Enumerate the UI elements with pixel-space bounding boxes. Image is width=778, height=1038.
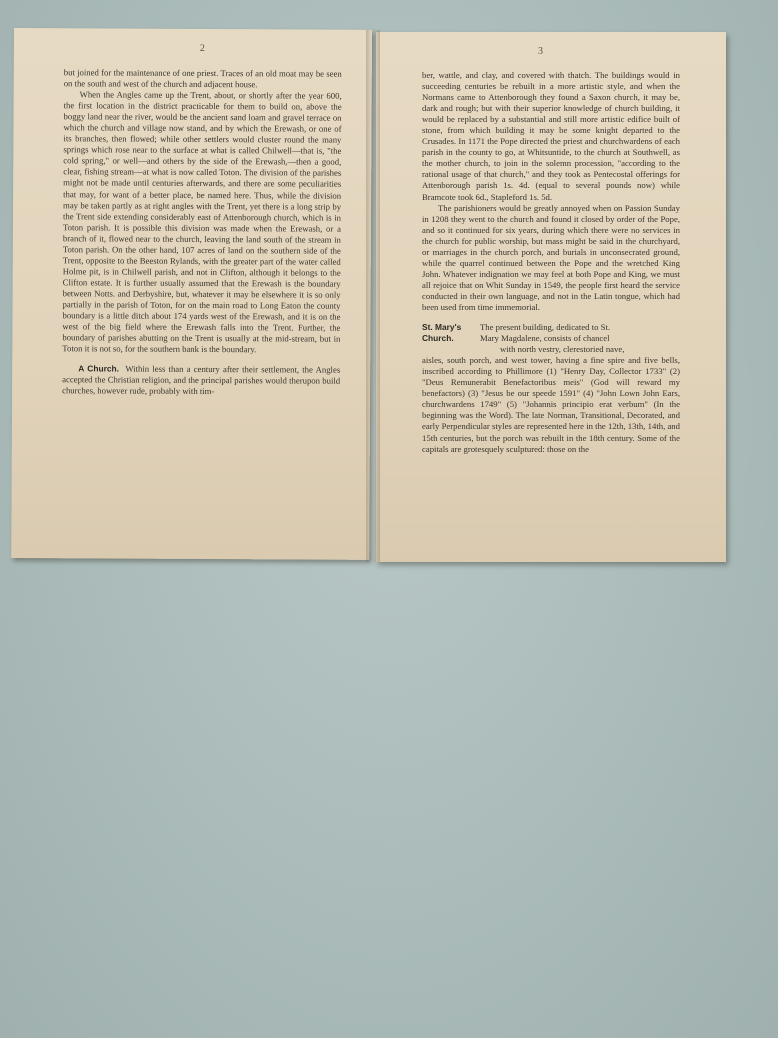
paragraph: The parishioners would be greatly annoyed when on Passion Sunday in 1208 they went to the church and found it closed by order of the Pope, and so it continued for six years, during which there were no services in the church for public worship, but mass might be said in the churchyard, or marriages in the church porch, and burials in unconsecrated ground, while the quarrel continued between the Pope and the wretched King John. Whatever indignation we may feel at both Pope and King, we must all rejoice that on Whit Sunday in 1549, the people first heard the service conducted in their own language, and not in the Latin tongue, which had been used from time immemorial. <box>422 202 680 312</box>
right-page <box>376 32 726 562</box>
side-heading: St. Mary's <box>422 322 462 333</box>
side-heading: Church. <box>422 333 454 344</box>
paragraph: aisles, south porch, and west tower, having a fine spire and five bells, inscribed according to Phillimore (1) "Henry Day, Collector 1733" (2) "Deus Remunerabit Benefactoribus meis" (God will reward my benefactors) (3) "Jesus be our speede 1591" (4) "John Lown John Ears, churchwardens 1749" (5) "Johannis principio erat verbum" (In the beginning was the Word). The late Norman, Transitional, Decorated, and early Perpendicular styles are represented here in the 12th, 13th, 14th, and 15th centuries, but the porch was rebuilt in the 18th century. Some of the capitals are grotesquely sculptured: those on the <box>422 355 680 454</box>
paragraph-text: Within less than a century after their settlement, the Angles accepted the Christian religion, and the principal parishes would therupon build churches, however rude, probably with tim- <box>62 363 341 397</box>
open-booklet <box>14 28 726 564</box>
page-number: 2 <box>199 42 205 54</box>
right-page-text <box>422 70 680 455</box>
left-page <box>11 28 372 560</box>
paragraph: ber, wattle, and clay, and covered with thatch. The buildings would in succeeding centuries be rebuilt in a more artistic style, and when the Normans came to Attenborough they found a Saxon church, it may be, dark and rough; but with their superior knowledge of church building, it would be replaced by a substantial and still more artistic edifice built of stone, from which building it may be some knight departed to the Crusades. In 1171 the Pope directed the priest and churchwardens of each parish in the county to go, at Whitsuntide, to the church at Southwell, as the mother church, to join in the solemn procession, "according to the rational usage of that church," and they took as Pentecostal offerings for Attenborough parish 1s. 4d. (equal to several pounds now) while Bramcote took 6d., Stapleford 1s. 5d. <box>422 70 680 202</box>
left-page-text <box>62 67 342 398</box>
book-gutter <box>366 30 380 562</box>
paragraph: but joined for the maintenance of one priest. Traces of an old moat may be seen on the south and west of the church and adjacent house. <box>63 67 342 90</box>
page-number: 3 <box>538 46 543 57</box>
church-paragraph <box>62 363 340 398</box>
st-marys-paragraph <box>422 322 680 355</box>
side-heading: A Church. <box>78 363 119 374</box>
paragraph: When the Angles came up the Trent, about, or shortly after the year 600, the first location in the district practicable for them to build on, above the boggy land near the river, would be the ancient sand loam and gravel terrace on which the church and village now stand, and by which the Erewash, or one of its branches, then flowed; while other settlers would cluster round the many springs which rose near to the surface at what is called Chilwell—that is, "the cold spring," or well—and others by the side of the Erewash,—then a good, clear, fishing stream—at what is now called Toton. The division of the parishes might not be made until centuries afterwards, and there are some peculiarities that may, for want of a better place, be named here. Thus, while the division may be taken partly as at right angles with the Trent, yet there is a long strip by the Trent side extending considerably east of Attenborough church, which is in Toton parish. It is possible this division was made when the Erewash, or a branch of it, flowed near to the church, leaving the land south of the stream in Toton parish. On the other hand, 107 acres of land on the southern side of the Trent, opposite to the Beeston Rylands, with the greater part of the water called Holme pit, is in Chilwell parish, and not in Clifton, although it belongs to the Clifton estate. It is further usually assumed that the Erewash is the boundary between Notts. and Derbyshire, but, whatever it may be elsewhere it is so only partially in the parish of Toton, for on the main road to Long Eaton the county boundary is a little ditch about 174 yards west of the Erewash, and it is on the west of the big field where the Erewash falls into the Trent. Further, the boundary of parishes abutting on the Trent is usually at the mid-stream, but in Toton it is not so, for the southern bank is the boundary. <box>62 89 342 355</box>
paragraph-line: The present building, dedicated to St. <box>480 322 611 333</box>
paragraph-line: Mary Magdalene, consists of chancel <box>480 333 610 344</box>
paragraph-line: with north vestry, clerestoried nave, <box>500 344 625 355</box>
